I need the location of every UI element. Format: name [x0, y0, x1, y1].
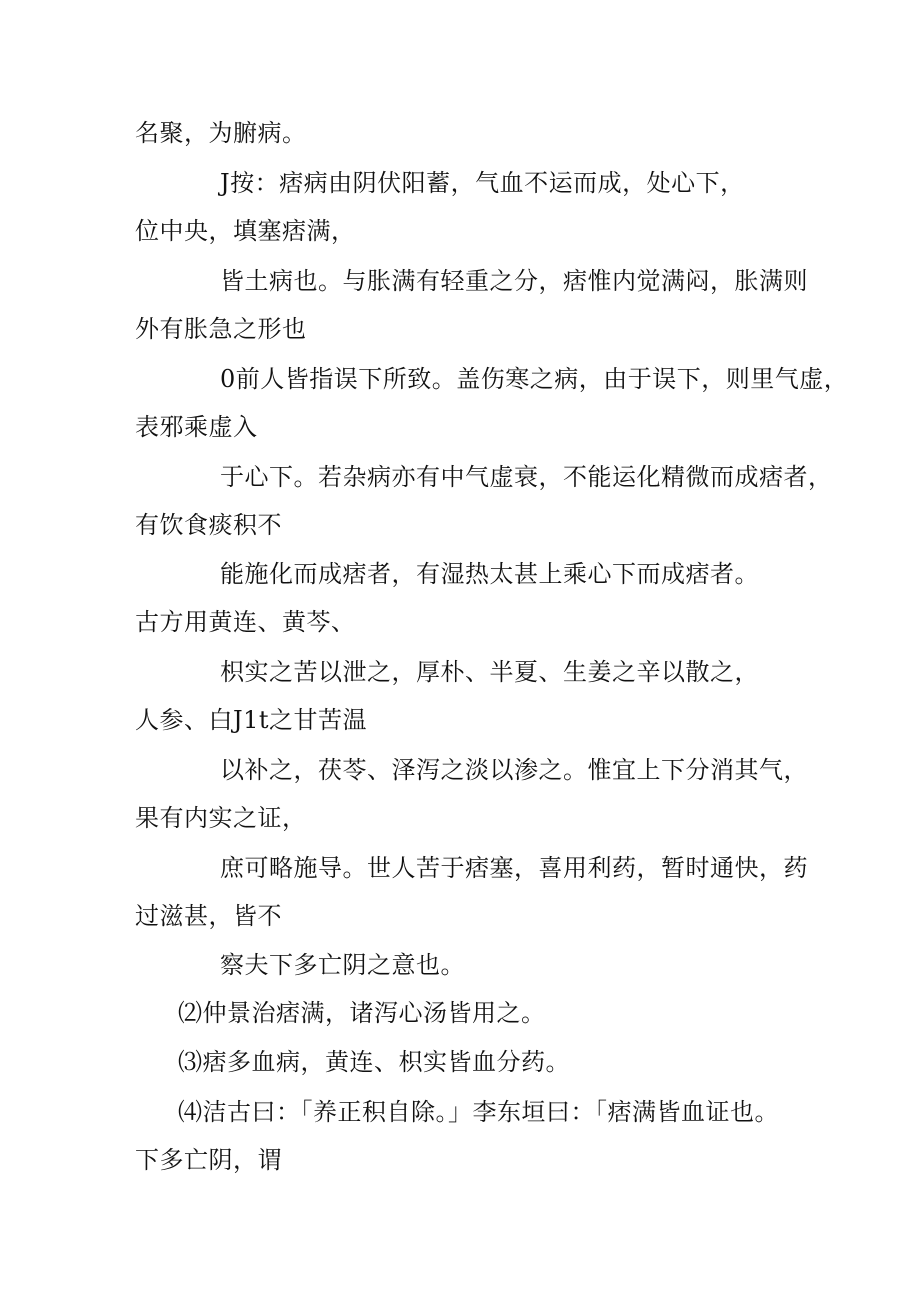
- text-line: 果有内实之证，: [135, 804, 307, 832]
- text-line: 于心下。若杂病亦有中气虚衰，不能运化精微而成痞者，: [220, 463, 833, 491]
- text-line: 下多亡阴，谓: [135, 1146, 282, 1174]
- text-line: 表邪乘虚入: [135, 413, 258, 441]
- text-line: 枳实之苦以泄之，厚朴、半夏、生姜之辛以散之，: [220, 658, 759, 686]
- text-line: 外有胀急之形也: [135, 315, 307, 343]
- text-line: 古方用黄连、黄芩、: [135, 608, 356, 636]
- text-line: 庶可略施导。世人苦于痞塞，喜用利药，暂时通快，药: [220, 854, 808, 882]
- text-line: 有饮食痰积不: [135, 511, 282, 539]
- text-line: J按：痞病由阴伏阳蓄，气血不运而成，处心下，: [220, 169, 745, 197]
- text-line: 0前人皆指误下所致。盖伤寒之病，由于误下，则里气虚，: [220, 365, 849, 393]
- list-item: ⑶痞多血病，黄连、枳实皆血分药。: [178, 1048, 570, 1076]
- text-line: 人参、白J1t之甘苦温: [135, 706, 368, 734]
- text-line: 位中央，填塞痞满，: [135, 217, 356, 245]
- text-line: 能施化而成痞者，有湿热太甚上乘心下而成痞者。: [220, 560, 759, 588]
- text-line: 察夫下多亡阴之意也。: [220, 951, 465, 979]
- list-item: ⑵仲景治痞满，诸泻心汤皆用之。: [178, 999, 546, 1027]
- list-item: ⑷洁古曰：「养正积自除。」李东垣曰：「痞满皆血证也。: [178, 1098, 779, 1126]
- text-line: 皆土病也。与胀满有轻重之分，痞惟内觉满闷，胀满则: [220, 267, 808, 295]
- text-line: 名聚，为腑病。: [135, 119, 307, 147]
- text-line: 以补之，茯苓、泽泻之淡以渗之。惟宜上下分消其气，: [220, 756, 808, 784]
- text-line: 过滋甚，皆不: [135, 902, 282, 930]
